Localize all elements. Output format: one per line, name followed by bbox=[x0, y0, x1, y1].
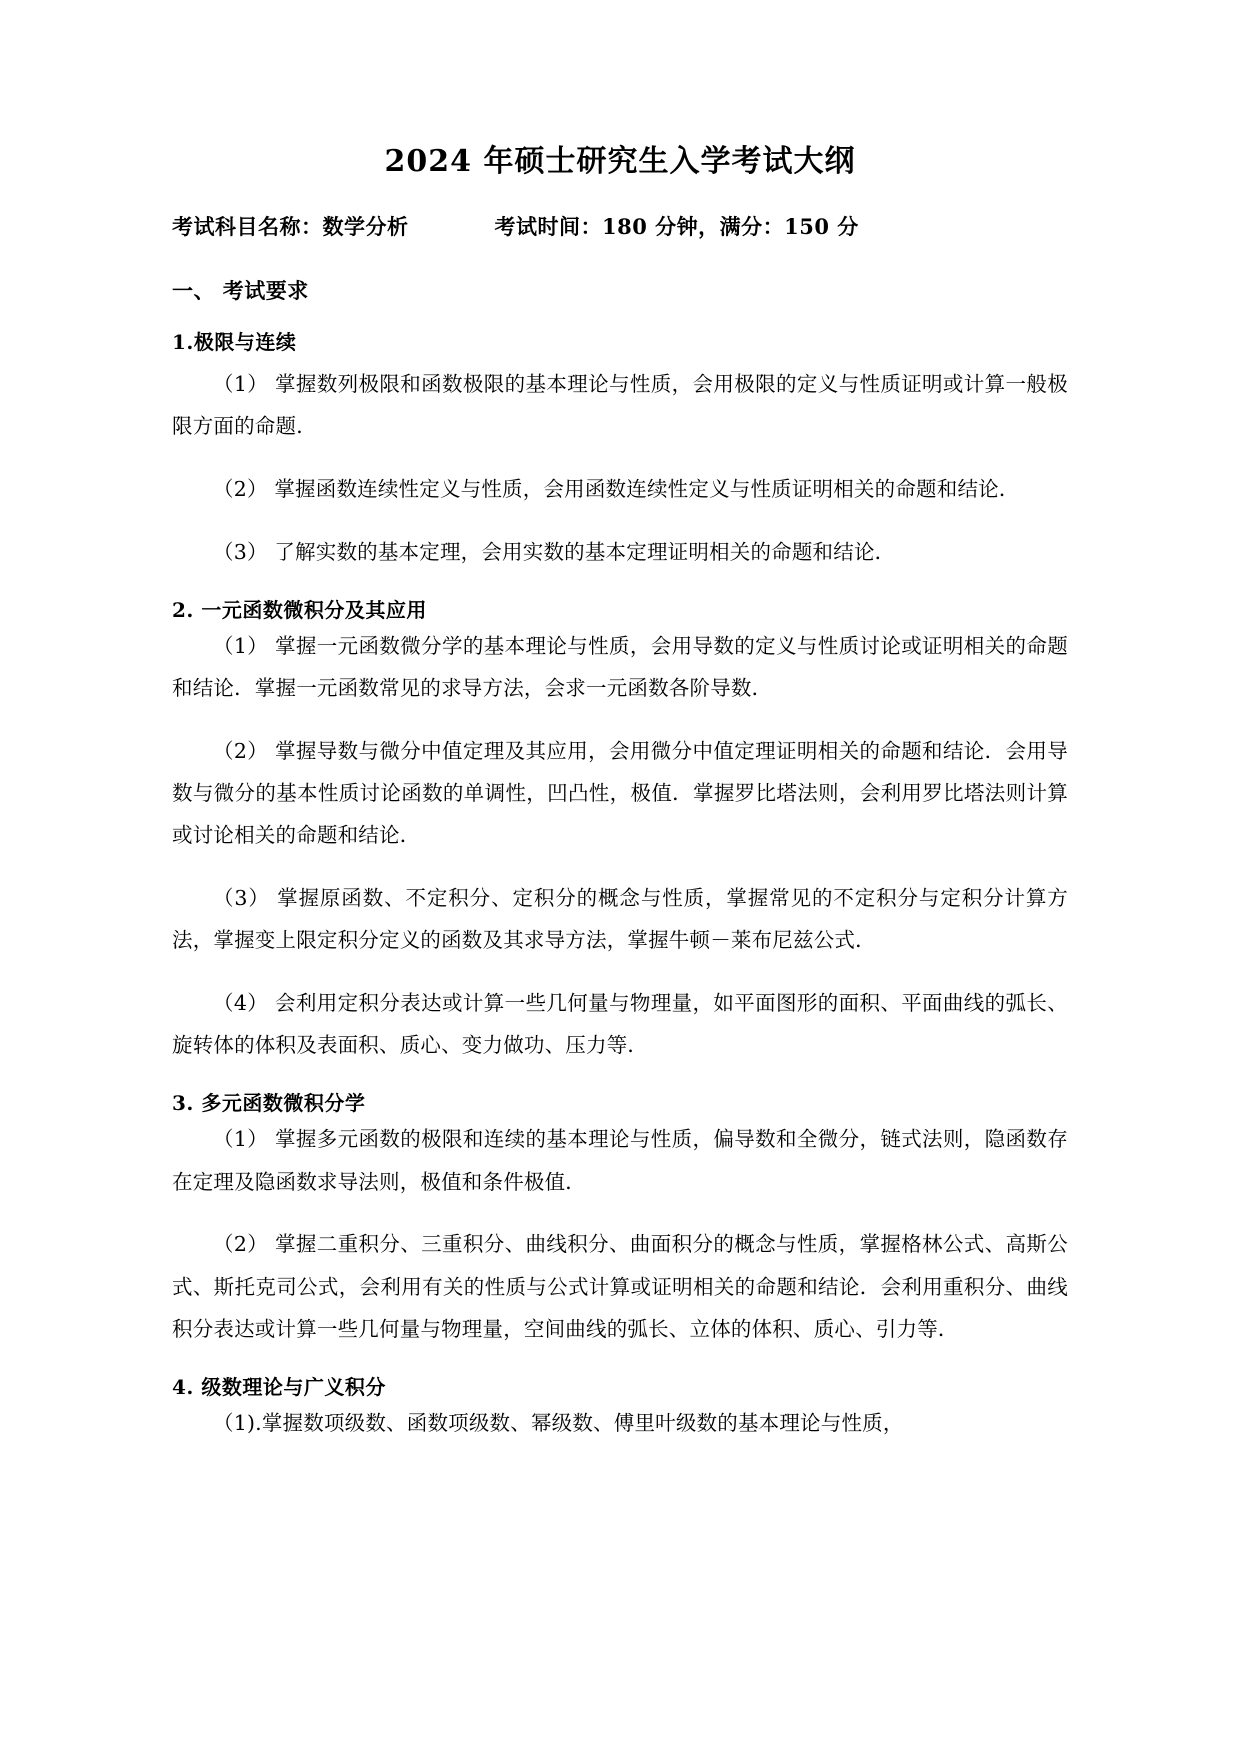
section-2-item-3: （3） 掌握原函数、不定积分、定积分的概念与性质，掌握常见的不定积分与定积分计算方法，掌握变上限定积分定义的函数及其求导方法，掌握牛顿－莱布尼兹公式． bbox=[172, 885, 1068, 953]
section-4-item-1: （1).掌握数项级数、函数项级数、幂级数、傅里叶级数的基本理论与性质， bbox=[213, 1410, 904, 1435]
section-1-item-3: （3） 了解实数的基本定理，会用实数的基本定理证明相关的命题和结论． bbox=[213, 539, 896, 564]
section-3-item-2: （2） 掌握二重积分、三重积分、曲线积分、曲面积分的概念与性质，掌握格林公式、高斯公式、斯托克司公式，会利用有关的性质与公式计算或证明相关的命题和结论．会利用重积分、曲线积分表达或计算一些几何量与物理量，空间曲线的弧长、立体的体积、质心、引力等． bbox=[172, 1232, 1068, 1341]
exam-info-line bbox=[172, 211, 1068, 241]
section-2-item-2: （2） 掌握导数与微分中值定理及其应用，会用微分中值定理证明相关的命题和结论．会用导数与微分的基本性质讨论函数的单调性，凹凸性，极值．掌握罗比塔法则，会利用罗比塔法则计算或讨论相关的命题和结论． bbox=[172, 738, 1068, 848]
section-heading-4: 4. 级数理论与广义积分 bbox=[172, 1374, 386, 1399]
part-one-heading: 一、 考试要求 bbox=[172, 278, 309, 303]
section-heading-2: 2. 一元函数微积分及其应用 bbox=[172, 597, 427, 622]
exam-duration-and-score: 考试时间：180 分钟，满分：150 分 bbox=[494, 214, 859, 239]
section-heading-3: 3. 多元函数微积分学 bbox=[172, 1091, 366, 1116]
section-3-item-1: （1） 掌握多元函数的极限和连续的基本理论与性质，偏导数和全微分，链式法则，隐函数存在定理及隐函数求导法则，极值和条件极值． bbox=[172, 1127, 1068, 1194]
section-heading-1: 1.极限与连续 bbox=[172, 330, 297, 354]
section-2-item-4: （4） 会利用定积分表达或计算一些几何量与物理量，如平面图形的面积、平面曲线的弧长、旋转体的体积及表面积、质心、变力做功、压力等． bbox=[172, 990, 1068, 1058]
section-2-item-1: （1） 掌握一元函数微分学的基本理论与性质，会用导数的定义与性质讨论或证明相关的命题和结论．掌握一元函数常见的求导方法，会求一元函数各阶导数． bbox=[172, 633, 1068, 701]
section-1-item-1: （1） 掌握数列极限和函数极限的基本理论与性质，会用极限的定义与性质证明或计算一般极限方面的命题． bbox=[172, 372, 1068, 439]
page-title: 2024 年硕士研究生入学考试大纲 bbox=[384, 144, 856, 179]
exam-subject-label: 考试科目名称：数学分析 bbox=[172, 214, 409, 239]
section-1-item-2: （2） 掌握函数连续性定义与性质，会用函数连续性定义与性质证明相关的命题和结论． bbox=[213, 476, 1020, 501]
